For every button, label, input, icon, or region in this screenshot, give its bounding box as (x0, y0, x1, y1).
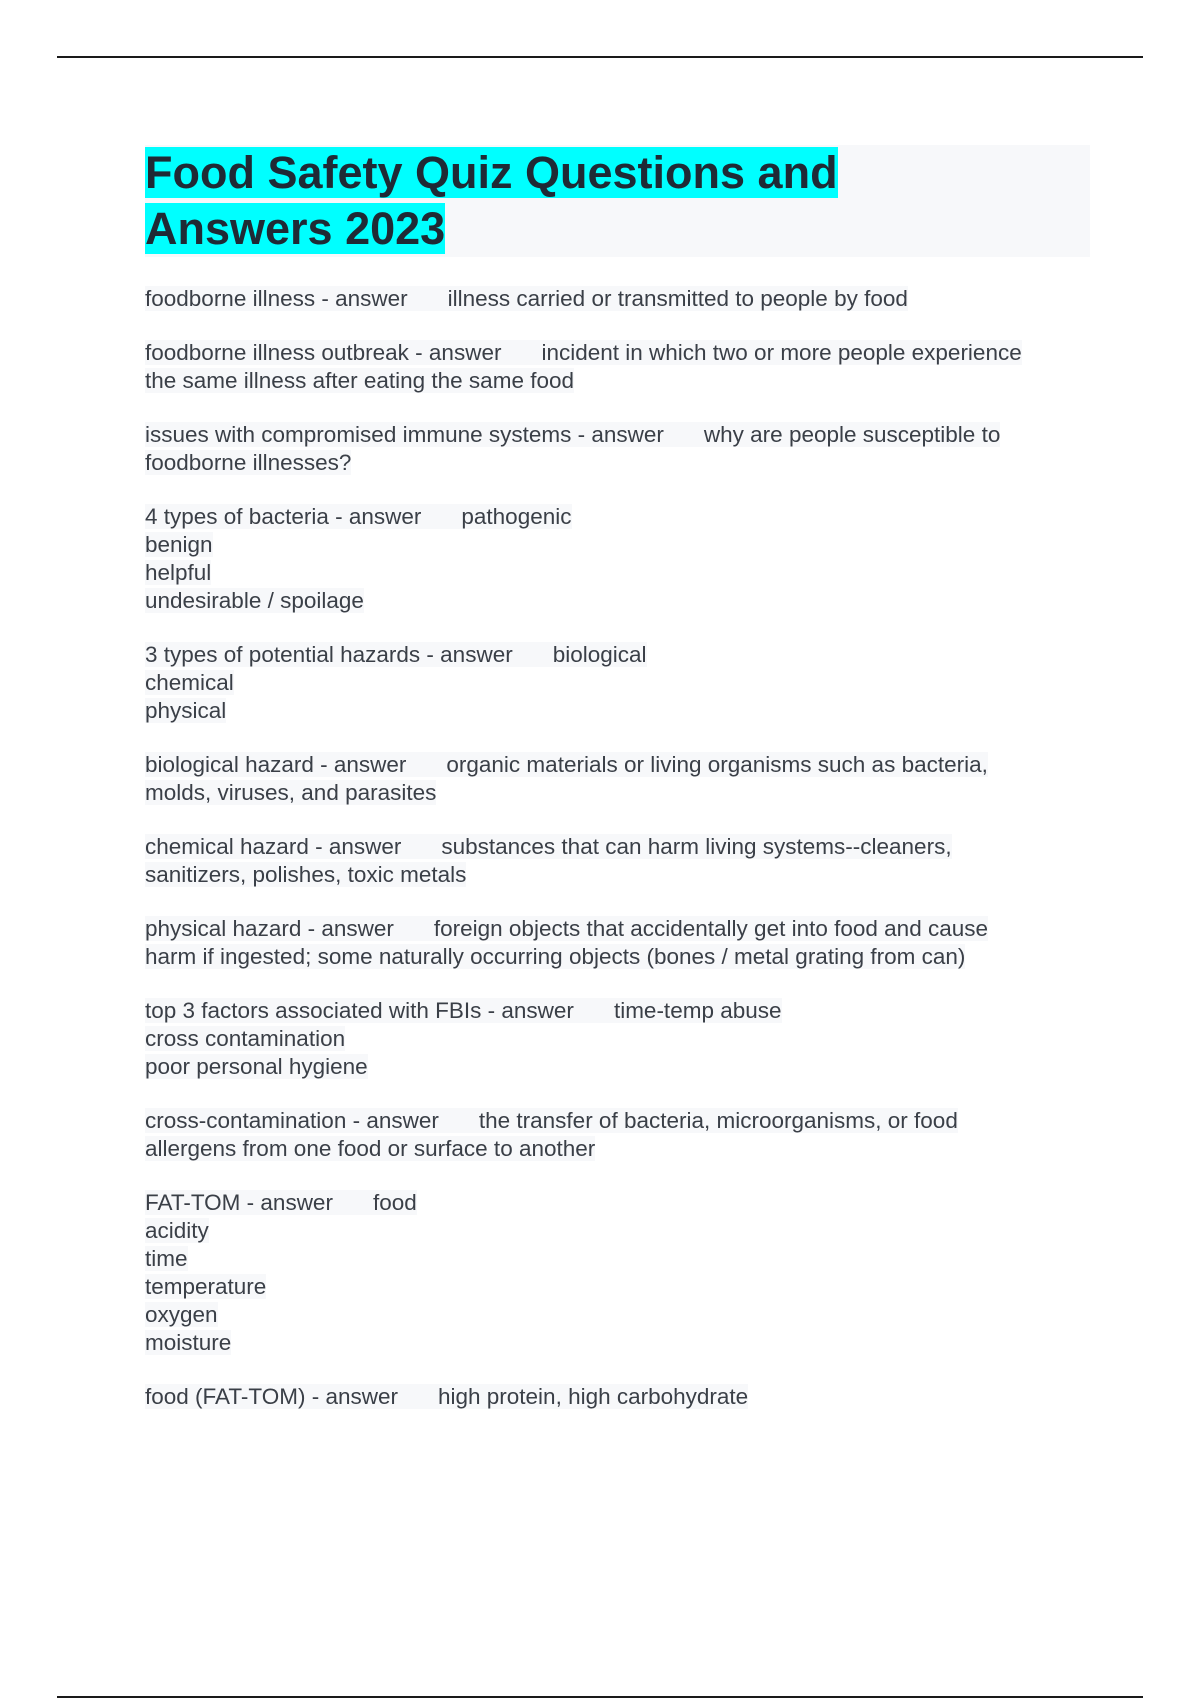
question: food (FAT-TOM) - answer (145, 1384, 398, 1409)
page-title (145, 145, 905, 257)
question: physical hazard - answer (145, 916, 394, 941)
answer-continued: allergens from one food or surface to another (145, 1136, 596, 1161)
question: foodborne illness outbreak - answer (145, 340, 502, 365)
answer-continued: poor personal hygiene (145, 1054, 368, 1079)
question: top 3 factors associated with FBIs - answer (145, 998, 574, 1023)
answer: biological (552, 642, 647, 667)
title-line-2: Answers 2023 (145, 203, 446, 254)
answer-continued: undesirable / spoilage (145, 588, 364, 613)
answer-continued: moisture (145, 1330, 232, 1355)
question: biological hazard - answer (145, 752, 407, 777)
answer: substances that can harm living systems--cleaners, (441, 834, 952, 859)
answer: why are people susceptible to (703, 422, 1001, 447)
qa-item (145, 751, 1090, 807)
question: 3 types of potential hazards - answer (145, 642, 513, 667)
answer: pathogenic (461, 504, 572, 529)
qa-item (145, 1189, 1090, 1357)
question: FAT-TOM - answer (145, 1190, 333, 1215)
document-body (145, 145, 1090, 1437)
qa-item (145, 997, 1090, 1081)
top-rule (57, 56, 1143, 58)
answer-continued: oxygen (145, 1302, 218, 1327)
qa-item (145, 641, 1090, 725)
answer: time-temp abuse (613, 998, 782, 1023)
qa-item (145, 915, 1090, 971)
title-line-1: Food Safety Quiz Questions and (145, 147, 838, 198)
qa-item (145, 1107, 1090, 1163)
question: issues with compromised immune systems - answer (145, 422, 664, 447)
qa-item (145, 421, 1090, 477)
title-block (145, 145, 1090, 257)
qa-item (145, 833, 1090, 889)
question: 4 types of bacteria - answer (145, 504, 422, 529)
answer-continued: the same illness after eating the same food (145, 368, 574, 393)
question: cross-contamination - answer (145, 1108, 439, 1133)
qa-item (145, 285, 1090, 313)
question: foodborne illness - answer (145, 286, 408, 311)
answer-continued: temperature (145, 1274, 267, 1299)
qa-item (145, 503, 1090, 615)
qa-item (145, 1383, 1090, 1411)
answer-continued: harm if ingested; some naturally occurring objects (bones / metal grating from can) (145, 944, 966, 969)
answer: high protein, high carbohydrate (437, 1384, 749, 1409)
answer-continued: benign (145, 532, 213, 557)
question: chemical hazard - answer (145, 834, 402, 859)
bottom-rule (57, 1696, 1143, 1698)
answer: food (372, 1190, 417, 1215)
answer: illness carried or transmitted to people by food (447, 286, 908, 311)
answer: foreign objects that accidentally get into food and cause (433, 916, 988, 941)
answer-continued: time (145, 1246, 188, 1271)
answer: organic materials or living organisms such as bacteria, (446, 752, 988, 777)
answer: incident in which two or more people experience (541, 340, 1022, 365)
answer-continued: chemical (145, 670, 234, 695)
answer: the transfer of bacteria, microorganisms, or food (478, 1108, 958, 1133)
answer-continued: cross contamination (145, 1026, 346, 1051)
answer-continued: acidity (145, 1218, 209, 1243)
qa-item (145, 339, 1090, 395)
answer-continued: physical (145, 698, 227, 723)
answer-continued: foodborne illnesses? (145, 450, 352, 475)
answer-continued: helpful (145, 560, 212, 585)
answer-continued: sanitizers, polishes, toxic metals (145, 862, 467, 887)
answer-continued: molds, viruses, and parasites (145, 780, 437, 805)
